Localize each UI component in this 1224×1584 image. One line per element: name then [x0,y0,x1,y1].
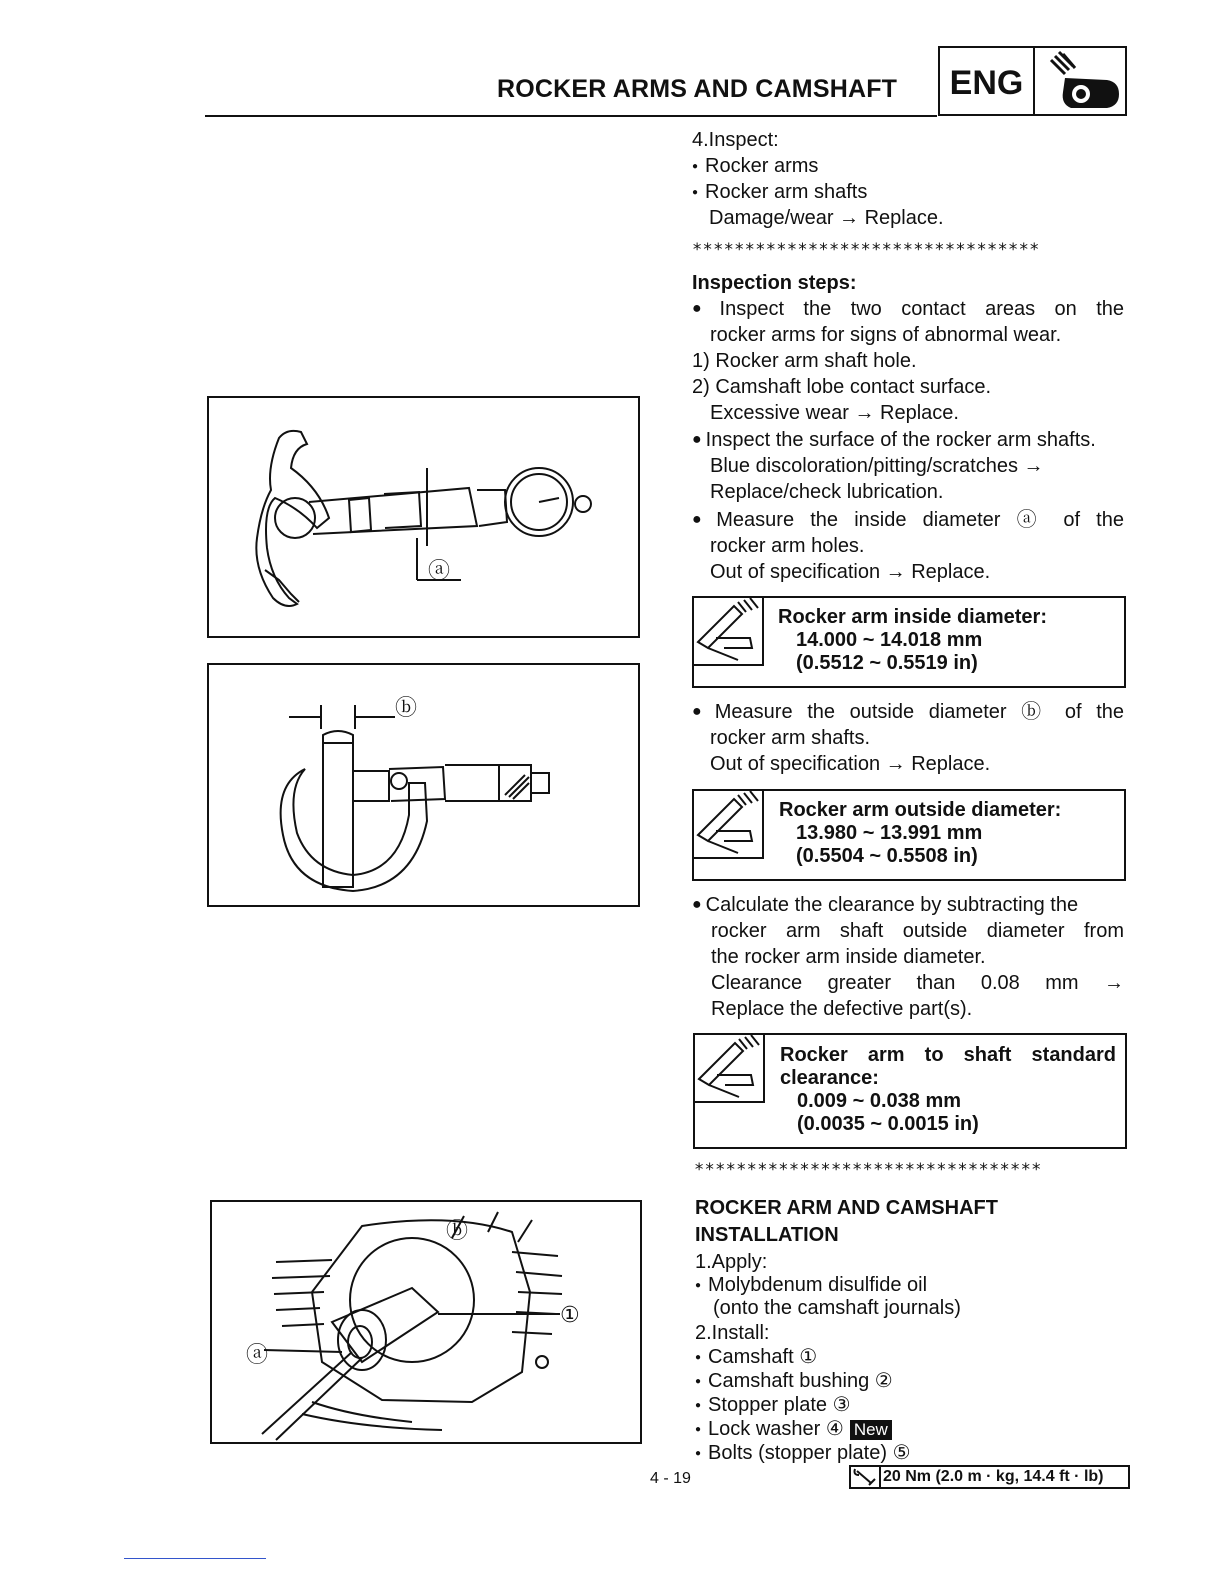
figure-rocker-arm-bore-gauge [207,396,640,638]
spec-label: Rocker arm outside diameter: [779,799,1062,821]
spec-value-in: (0.5512 ~ 0.5519 in) [796,652,978,674]
spec-value-in: (0.5504 ~ 0.5508 in) [796,845,978,867]
installation-heading: INSTALLATION [695,1224,839,1246]
bullet-text: rocker arm shaft outside diameter from [711,920,1124,942]
torque-value: 20 Nm (2.0 m · kg, 14.4 ft · lb) [883,1468,1104,1485]
numbered-item: 1) Rocker arm shaft hole. [692,350,917,372]
caliper-icon [695,1035,765,1103]
spec-box-clearance [693,1033,1127,1149]
result-text: Excessive wear → Replace. [710,402,959,424]
inspection-heading: Inspection steps: [692,272,857,294]
install-item-text: Lock washer ④ [708,1418,844,1440]
spec-label: Rocker arm to shaft standard [780,1044,1116,1066]
bullet-text: Replace/check lubrication. [710,481,944,503]
bullet-text: ● Inspect the two contact areas on the [692,296,1124,324]
callout-b: ⓑ [446,1218,469,1243]
page-number: 4 - 19 [650,1470,691,1487]
bullet-text: the rocker arm inside diameter. [711,946,986,968]
spec-box-inside-diameter [692,596,1126,688]
bullet-text: Replace the defective part(s). [711,998,973,1020]
bullet-text: Out of specification → Replace. [710,753,991,775]
bullet-text: rocker arm holes. [710,535,865,557]
bullet-text: Clearance greater than 0.08 mm → [711,972,1124,994]
spec-box-outside-diameter [692,789,1126,881]
callout-1: ① [560,1302,580,1327]
bullet-text: Out of specification → Replace. [710,561,991,583]
install-step: 2.Install: [695,1322,770,1344]
bullet-text: ● Measure the inside diameter ⓐ of the [692,507,1124,535]
caliper-icon [694,791,764,859]
install-note: (onto the camshaft journals) [713,1297,961,1319]
figure-camshaft-installation [210,1200,642,1444]
inspect-result: Damage/wear → Replace. [709,207,944,229]
spec-label: Rocker arm inside diameter: [778,606,1047,628]
callout-a: ⓐ [246,1342,269,1367]
footnote-link-line [124,1558,266,1559]
inspect-item: ● Rocker arms [692,153,818,183]
torque-spec [849,1465,1130,1489]
new-badge: New [850,1420,892,1440]
inspect-item: ● Rocker arm shafts [692,179,867,209]
spec-value-mm: 13.980 ~ 13.991 mm [796,822,983,844]
bullet-text: ● Measure the outside diameter ⓑ of the [692,699,1124,727]
page-title: ROCKER ARMS AND CAMSHAFT [497,75,898,103]
section-tag: ENG [938,46,1035,116]
callout-a: ⓐ [428,558,451,583]
install-item: ● Camshaft ① [695,1344,817,1374]
spec-label: clearance: [780,1067,879,1089]
separator-stars: ********************************* [694,1160,1042,1180]
engine-icon [1033,46,1127,116]
bullet-text: rocker arms for signs of abnormal wear. [710,324,1062,346]
install-item: ● Molybdenum disulfide oil [695,1272,927,1302]
install-item: ● Bolts (stopper plate) ⑤ [695,1440,911,1470]
wrench-icon [851,1467,881,1487]
inspect-step: 4.Inspect: [692,129,779,151]
install-item: ● Camshaft bushing ② [695,1368,893,1398]
bullet-text: ● Calculate the clearance by subtracting the [692,892,1078,920]
install-item: ● Stopper plate ③ [695,1392,851,1422]
spec-value-mm: 0.009 ~ 0.038 mm [797,1090,962,1112]
bullet-text: Blue discoloration/pitting/scratches → [710,455,1044,477]
bullet-text: rocker arm shafts. [710,727,871,749]
caliper-icon [694,598,764,666]
separator-stars: ********************************* [692,240,1040,260]
figure-micrometer-shaft [207,663,640,907]
installation-heading: ROCKER ARM AND CAMSHAFT [695,1197,998,1219]
callout-b: ⓑ [395,695,418,720]
spec-value-mm: 14.000 ~ 14.018 mm [796,629,983,651]
install-step: 1.Apply: [695,1251,768,1273]
header-rule [205,115,937,117]
bullet-text: ● Inspect the surface of the rocker arm shafts. [692,427,1096,455]
numbered-item: 2) Camshaft lobe contact surface. [692,376,992,398]
spec-value-in: (0.0035 ~ 0.0015 in) [797,1113,979,1135]
